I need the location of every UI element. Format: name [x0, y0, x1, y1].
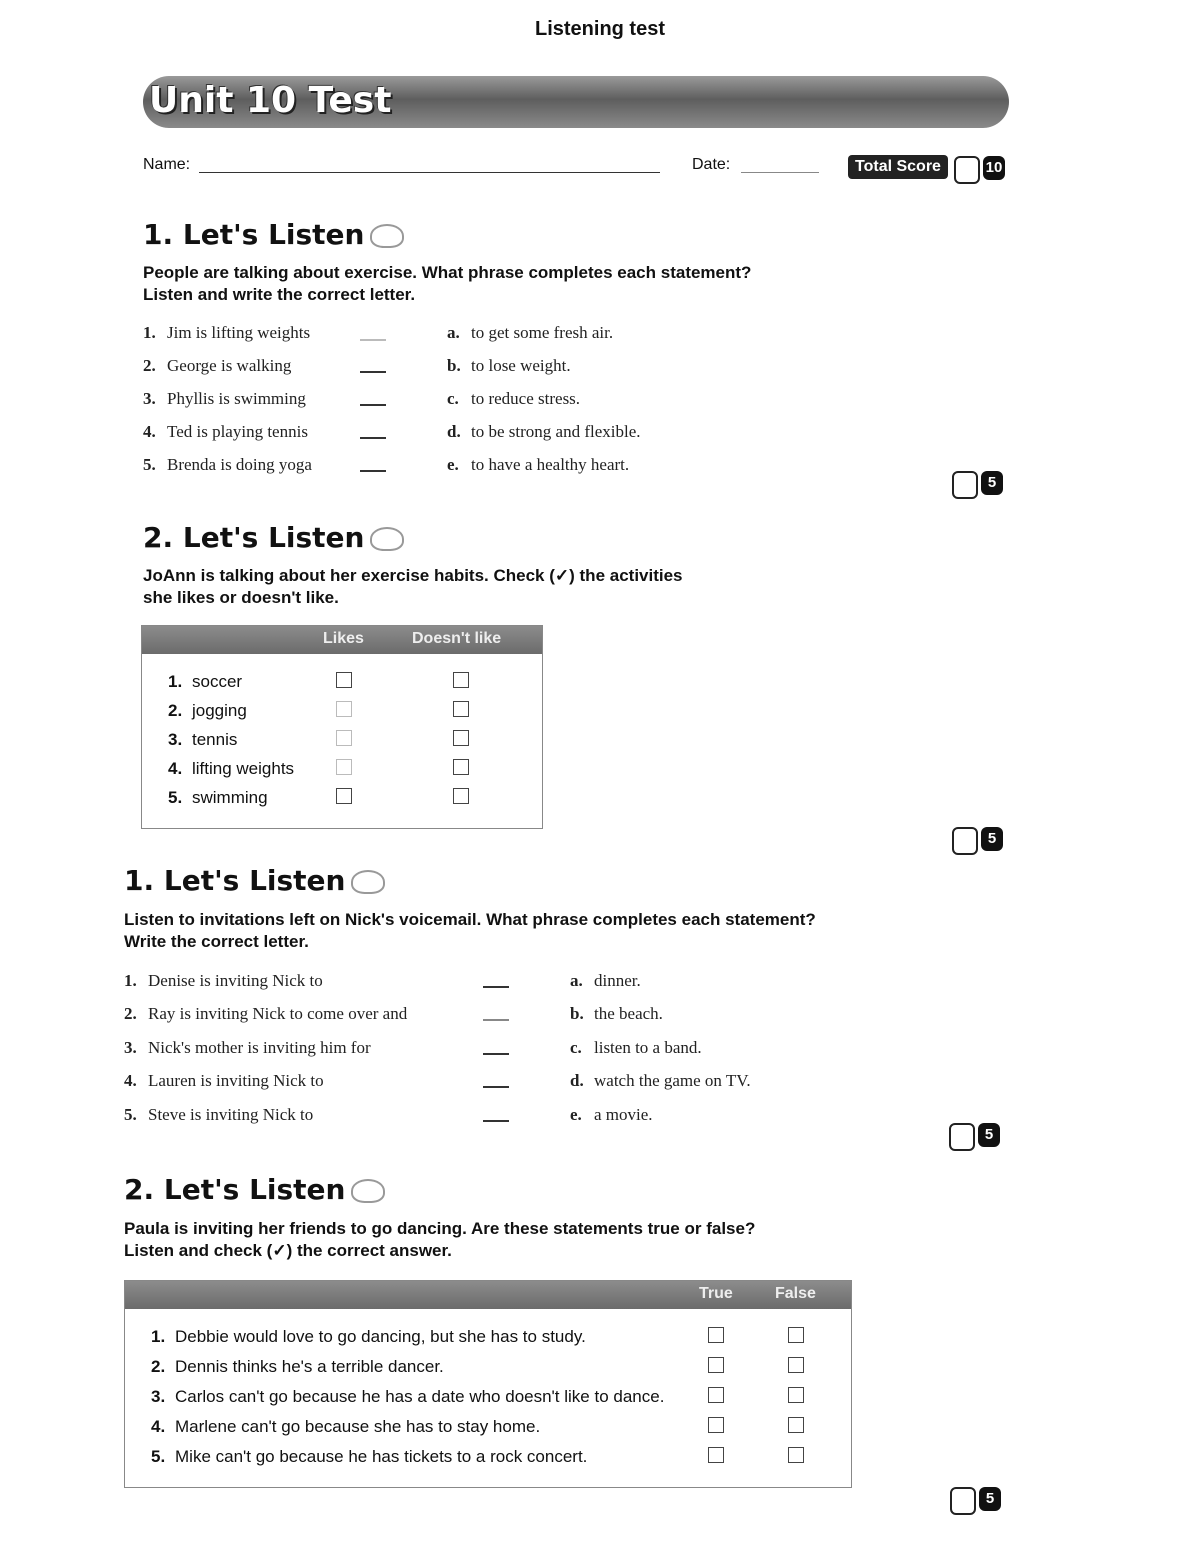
- instruction-line: she likes or doesn't like.: [143, 588, 339, 607]
- answer-blank[interactable]: [360, 404, 386, 406]
- false-checkbox[interactable]: [788, 1417, 804, 1433]
- table-header: [125, 1281, 851, 1309]
- section-score-box[interactable]: [950, 1487, 976, 1515]
- list-item: 1. Jim is lifting weights: [143, 323, 311, 342]
- answer-blank[interactable]: [360, 470, 386, 472]
- section-score-box[interactable]: [949, 1123, 975, 1151]
- likes-table: [141, 625, 543, 829]
- option-item: b. the beach.: [570, 1004, 663, 1023]
- answer-blank[interactable]: [483, 1053, 509, 1055]
- answer-blank[interactable]: [483, 1120, 509, 1122]
- doesnt-like-checkbox[interactable]: [453, 672, 469, 688]
- table-row: 2. jogging: [168, 701, 247, 720]
- section-score-max: 5: [979, 1487, 1001, 1511]
- audio-cd-icon: [351, 870, 385, 894]
- true-checkbox[interactable]: [708, 1387, 724, 1403]
- answer-blank[interactable]: [360, 437, 386, 439]
- name-field[interactable]: [199, 172, 660, 173]
- option-item: d. watch the game on TV.: [570, 1071, 751, 1090]
- doesnt-like-checkbox[interactable]: [453, 788, 469, 804]
- instruction-line: Paula is inviting her friends to go dancing. Are these statements true or false?: [124, 1219, 756, 1238]
- section-score-max: 5: [981, 471, 1003, 495]
- list-item: 1. Denise is inviting Nick to: [124, 971, 323, 990]
- table-row: 3. Carlos can't go because he has a date who doesn't like to dance.: [151, 1387, 665, 1406]
- instruction-line: Listen and write the correct letter.: [143, 285, 416, 304]
- audio-cd-icon: [351, 1179, 385, 1203]
- unit-title: Unit 10 Test: [149, 80, 392, 121]
- table-header: [142, 626, 542, 654]
- likes-checkbox[interactable]: [336, 730, 352, 746]
- list-item: 4. Lauren is inviting Nick to: [124, 1071, 324, 1090]
- column-header: Likes: [323, 630, 364, 647]
- table-row: 1. soccer: [168, 672, 243, 691]
- option-item: e. a movie.: [570, 1105, 653, 1124]
- option-item: e. to have a healthy heart.: [447, 455, 630, 474]
- section-heading: [124, 1173, 385, 1206]
- instruction-line: People are talking about exercise. What phrase completes each statement?: [143, 263, 752, 282]
- section-heading: [143, 218, 404, 251]
- section-heading: [124, 864, 385, 897]
- option-item: a. dinner.: [570, 971, 641, 990]
- table-row: 4. lifting weights: [168, 759, 295, 778]
- list-item: 4. Ted is playing tennis: [143, 422, 308, 441]
- option-item: a. to get some fresh air.: [447, 323, 614, 342]
- option-item: d. to be strong and flexible.: [447, 422, 641, 441]
- table-row: 2. Dennis thinks he's a terrible dancer.: [151, 1357, 444, 1376]
- section-heading: [143, 521, 404, 554]
- section-score-max: 5: [981, 827, 1003, 851]
- table-row: 4. Marlene can't go because she has to stay home.: [151, 1417, 541, 1436]
- answer-blank[interactable]: [483, 1019, 509, 1021]
- audio-cd-icon: [370, 224, 404, 248]
- option-item: c. to reduce stress.: [447, 389, 581, 408]
- option-item: b. to lose weight.: [447, 356, 571, 375]
- total-score-box[interactable]: [954, 156, 980, 184]
- column-header: False: [775, 1285, 816, 1302]
- instruction-line: Listen to invitations left on Nick's voicemail. What phrase completes each statement?: [124, 910, 816, 929]
- unit-banner: [143, 76, 1009, 128]
- false-checkbox[interactable]: [788, 1447, 804, 1463]
- true-checkbox[interactable]: [708, 1327, 724, 1343]
- true-checkbox[interactable]: [708, 1447, 724, 1463]
- false-checkbox[interactable]: [788, 1387, 804, 1403]
- likes-checkbox[interactable]: [336, 701, 352, 717]
- name-label: Name:: [143, 156, 191, 173]
- list-item: 5. Brenda is doing yoga: [143, 455, 312, 474]
- table-row: 5. Mike can't go because he has tickets to a rock concert.: [151, 1447, 588, 1466]
- list-item: 3. Phyllis is swimming: [143, 389, 306, 408]
- table-row: 1. Debbie would love to go dancing, but she has to study.: [151, 1327, 586, 1346]
- instruction-line: Write the correct letter.: [124, 932, 309, 951]
- section-heading-text: 2. Let's Listen: [143, 521, 365, 554]
- section-score-box[interactable]: [952, 827, 978, 855]
- false-checkbox[interactable]: [788, 1327, 804, 1343]
- false-checkbox[interactable]: [788, 1357, 804, 1373]
- likes-checkbox[interactable]: [336, 672, 352, 688]
- likes-checkbox[interactable]: [336, 788, 352, 804]
- list-item: 2. Ray is inviting Nick to come over and: [124, 1004, 408, 1023]
- likes-checkbox[interactable]: [336, 759, 352, 775]
- date-field[interactable]: [741, 172, 819, 173]
- column-header: True: [699, 1285, 733, 1302]
- true-checkbox[interactable]: [708, 1357, 724, 1373]
- answer-blank[interactable]: [360, 339, 386, 341]
- audio-cd-icon: [370, 527, 404, 551]
- section-heading-text: 1. Let's Listen: [143, 218, 365, 251]
- section-instruction: [124, 1218, 755, 1262]
- total-score-label: Total Score: [848, 155, 948, 179]
- section-heading-text: 1. Let's Listen: [124, 864, 346, 897]
- page-title: Listening test: [534, 18, 665, 40]
- section-score-box[interactable]: [952, 471, 978, 499]
- list-item: 3. Nick's mother is inviting him for: [124, 1038, 371, 1057]
- section-heading-text: 2. Let's Listen: [124, 1173, 346, 1206]
- doesnt-like-checkbox[interactable]: [453, 759, 469, 775]
- section-instruction: [143, 262, 751, 306]
- table-row: 3. tennis: [168, 730, 238, 749]
- section-instruction: [143, 565, 683, 609]
- date-label: Date:: [692, 156, 731, 173]
- section-instruction: [124, 909, 816, 953]
- option-item: c. listen to a band.: [570, 1038, 702, 1057]
- table-row: 5. swimming: [168, 788, 268, 807]
- true-false-table: [124, 1280, 852, 1488]
- answer-blank[interactable]: [483, 1086, 509, 1088]
- true-checkbox[interactable]: [708, 1417, 724, 1433]
- answer-blank[interactable]: [483, 986, 509, 988]
- section-score-max: 5: [978, 1123, 1000, 1147]
- list-item: 2. George is walking: [143, 356, 292, 375]
- list-item: 5. Steve is inviting Nick to: [124, 1105, 314, 1124]
- instruction-line: JoAnn is talking about her exercise habits. Check (✓) the activities: [143, 566, 683, 585]
- doesnt-like-checkbox[interactable]: [453, 701, 469, 717]
- instruction-line: Listen and check (✓) the correct answer.: [124, 1241, 452, 1260]
- answer-blank[interactable]: [360, 371, 386, 373]
- column-header: Doesn't like: [412, 630, 502, 647]
- doesnt-like-checkbox[interactable]: [453, 730, 469, 746]
- total-score-max: 10: [983, 156, 1005, 180]
